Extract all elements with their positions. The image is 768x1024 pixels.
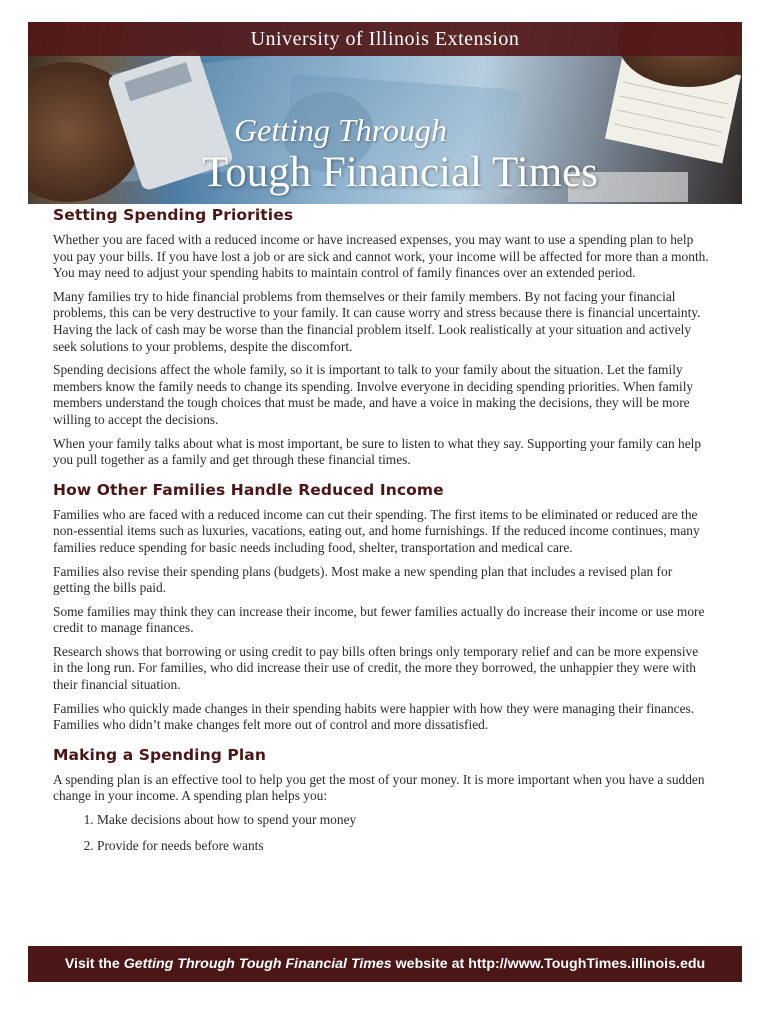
paragraph: Whether you are faced with a reduced income or have increased expenses, you may want to use a spending plan to help you pay your bills. If you have lost a job or are sick and cannot work, your income will be affected for more than a month. You may need to adjust your spending habits to maintain control of family finances over an extended period. — [53, 232, 709, 281]
banner-top-bar — [28, 22, 742, 56]
paragraph: Spending decisions affect the whole family, so it is important to talk to your family about the situation. Let the family members know the family needs to change its spending. Involve everyone in deciding spending priorities. When family members understand the tough choices that must be made, and have a voice in making the decisions, they will be more willing to accept the decisions. — [53, 362, 694, 427]
section-setting-spending-priorities — [53, 206, 711, 469]
paragraph: Families who quickly made changes in their spending habits were happier with how they were managing their finances. Families who didn’t make changes felt more out of control and more dissatisfied. — [53, 700, 695, 733]
section-how-other-families — [53, 481, 711, 734]
paragraph: Some families may think they can increase their income, but fewer families actually do increase their income or use more credit to manage finances. — [53, 603, 705, 636]
footer-prefix: Visit the — [64, 956, 120, 972]
list-item: 1. Make decisions about how to spend your money — [97, 812, 711, 829]
section-heading: How Other Families Handle Reduced Income — [53, 480, 444, 499]
header-banner — [28, 22, 742, 204]
footer-middle: website at — [395, 956, 465, 972]
paragraph: Families also revise their spending plans (budgets). Most make a new spending plan that includes a revised plan for getting the bills paid. — [53, 563, 673, 596]
section-heading: Setting Spending Priorities — [53, 206, 294, 224]
section-heading: Making a Spending Plan — [53, 745, 266, 764]
paragraph: A spending plan is an effective tool to help you get the most of your money. It is more important when you have a sudden change in your income. A spending plan helps you: — [53, 771, 705, 804]
title-line-1: Getting Through — [234, 112, 448, 148]
spending-plan-list — [53, 812, 711, 854]
main-content — [53, 206, 711, 863]
list-item: 2. Provide for needs before wants — [97, 838, 711, 855]
paragraph: When your family talks about what is most important, be sure to listen to what they say. Supporting your family can help you pull together as a family and get through these financial times. — [53, 435, 702, 468]
title-line-2: Tough Financial Times — [202, 149, 598, 196]
footer-website-link[interactable]: http://www.ToughTimes.illinois.edu — [468, 956, 706, 972]
organization-name: University of Illinois Extension — [250, 27, 520, 50]
section-making-a-spending-plan — [53, 746, 711, 854]
footer-banner — [28, 946, 742, 982]
paragraph: Many families try to hide financial problems from themselves or their family members. By not facing your financial problems, this can be very destructive to your family. It can cause worry and stress because there is financial uncertainty. Having the lack of cash may be worse than the financial problem itself. Look realistically at your situation and actively seek solutions to your problems, despite the discomfort. — [53, 288, 701, 354]
paragraph: Research shows that borrowing or using credit to pay bills often brings only temporary relief and can be more expensive in the long run. For families, who did increase their use of credit, the more they borrowed, the unhappier they were with their financial situation. — [53, 643, 699, 693]
footer-publication-title: Getting Through Tough Financial Times — [123, 956, 392, 972]
paragraph: Families who are faced with a reduced income can cut their spending. The first items to be eliminated or reduced are the non-essential items such as luxuries, vacations, eating out, and home furnishings. If the reduced income continues, many families reduce spending for basic needs including food, shelter, transportation and medical care. — [53, 506, 700, 555]
